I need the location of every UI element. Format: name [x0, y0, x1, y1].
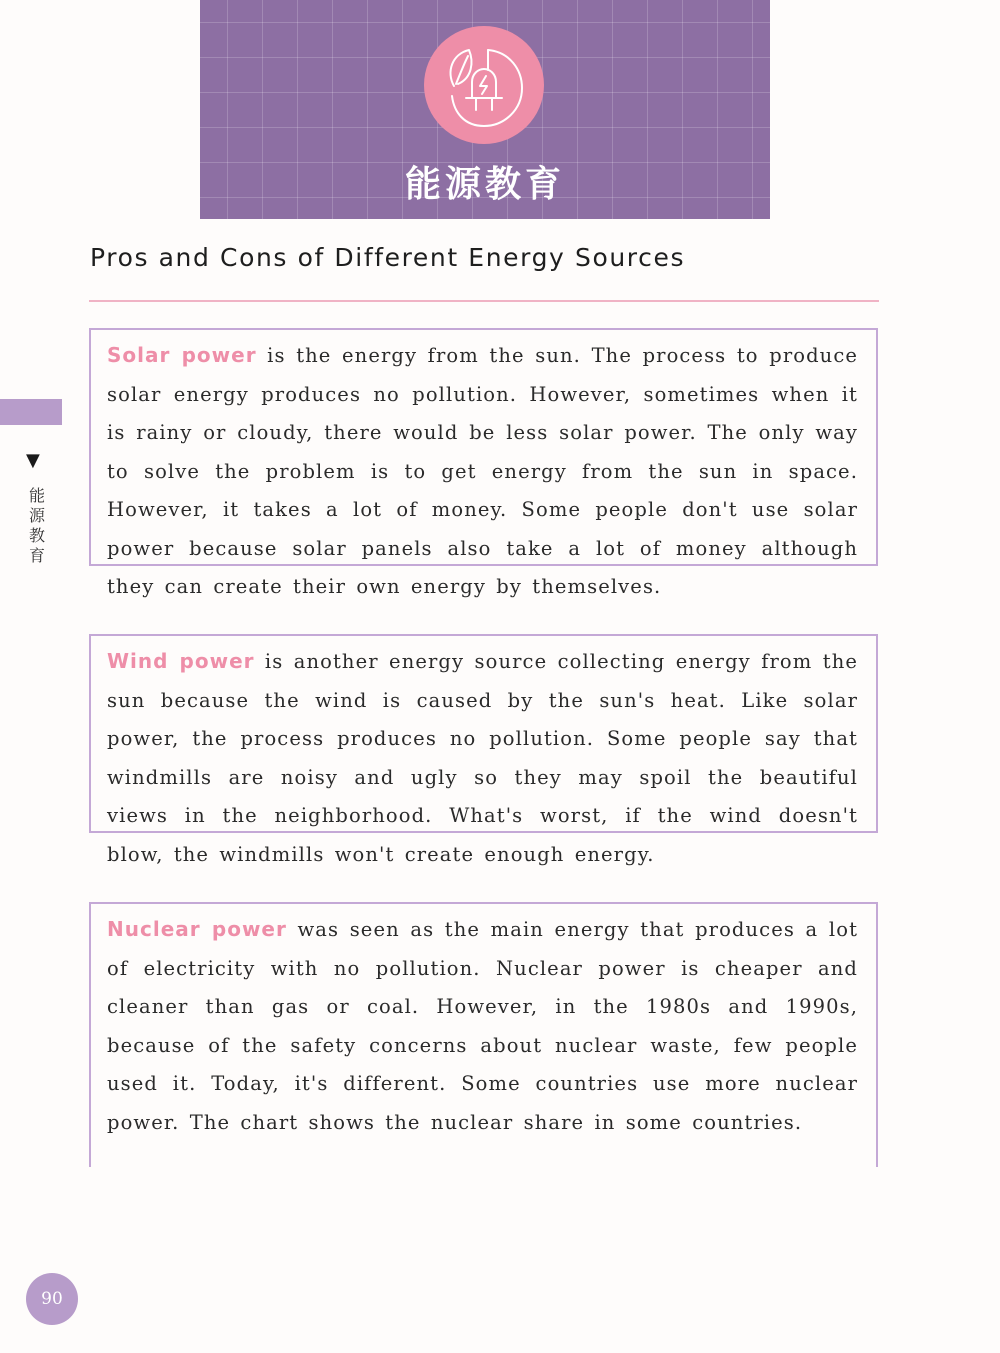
- chapter-label-char: 育: [28, 546, 45, 565]
- banner-title: 能源教育: [404, 164, 565, 205]
- chapter-label-char: 源: [28, 506, 45, 525]
- leaf-plug-energy-icon: [424, 26, 544, 144]
- nuclear-power-keyword: Nuclear power: [107, 917, 287, 941]
- solar-power-paragraph: [107, 336, 858, 607]
- nuclear-power-text: was seen as the main energy that produces a lot of electricity with no pollution. Nuclear power is cheaper and cleaner than gas or coal. However, in the 1980s and 1990s, because of the safety concerns about nuclear waste, few people used it. Today, it's different. Some countries use more nuclear power. The chart shows the nuclear share in some countries.: [107, 918, 858, 1134]
- title-divider: [89, 300, 879, 302]
- chapter-label-char: 教: [28, 526, 45, 545]
- nuclear-power-paragraph: [107, 910, 858, 1142]
- wind-power-keyword: Wind power: [107, 649, 255, 673]
- page-title: Pros and Cons of Different Energy Sources: [90, 243, 686, 272]
- solar-power-section: [89, 328, 878, 598]
- header-banner: [200, 0, 770, 219]
- solar-power-keyword: Solar power: [107, 343, 257, 367]
- nuclear-power-section: [89, 902, 878, 1167]
- page-number: 90: [26, 1273, 78, 1325]
- wind-power-section: [89, 634, 878, 866]
- solar-power-text: is the energy from the sun. The process to produce solar energy produces no pollution. However, sometimes when it is rainy or cloudy, there would be less solar power. The only way to solve the problem is to get energy from the sun in space. However, it takes a lot of money. Some people don't use solar power because solar panels also take a lot of money although they can create their own energy by themselves.: [107, 344, 858, 598]
- chapter-label-char: 能: [28, 486, 45, 505]
- chapter-tab-marker: [0, 399, 62, 425]
- wind-power-text: is another energy source collecting energy from the sun because the wind is caused by the sun's heat. Like solar power, the process produces no pollution. Some people say that windmills are noisy and ugly so they may spoil the beautiful views in the neighborhood. What's worst, if the wind doesn't blow, the windmills won't create enough energy.: [107, 650, 858, 866]
- down-triangle-icon: ▼: [26, 450, 40, 471]
- wind-power-paragraph: [107, 642, 858, 874]
- chapter-vertical-label: [27, 486, 47, 566]
